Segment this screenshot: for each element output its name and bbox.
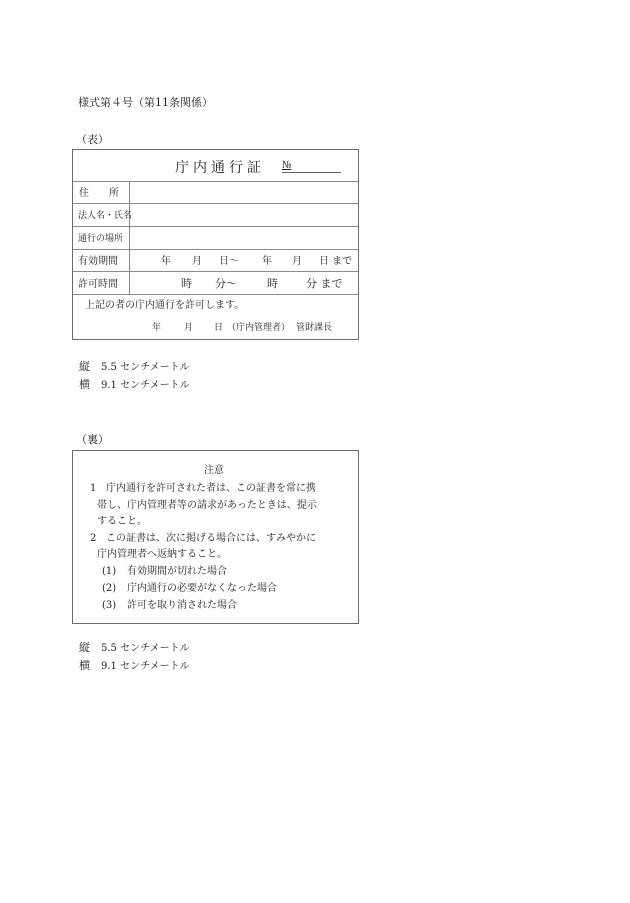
notice-item-2-number: 2	[90, 533, 97, 544]
validity-end-month: 月	[292, 256, 302, 267]
back-height-label: 縦	[79, 641, 90, 654]
hours-start-minute: 分～	[215, 277, 237, 290]
validity-end-year: 年	[262, 256, 272, 267]
notice-item-1-number: 1	[90, 483, 97, 494]
signature-day: 日	[214, 323, 224, 333]
card-title: 庁内通行証	[175, 160, 265, 176]
row-label-name: 法人名・氏名	[78, 211, 133, 221]
notice-item-2-line1: この証書は、次に掲げる場合には、すみやかに	[106, 533, 316, 544]
hours-start-hour: 時	[181, 277, 192, 290]
front-width-label: 横	[79, 378, 90, 391]
subitem-3-text: 許可を取り消された場合	[127, 600, 237, 611]
row-label-validity: 有効期間	[78, 256, 118, 267]
form-title: 様式第４号（第11条関係）	[78, 96, 213, 109]
back-width-value: 9.1 センチメートル	[101, 661, 190, 672]
number-field[interactable]	[282, 172, 341, 173]
permit-statement: 上記の者の庁内通行を許可します。	[85, 300, 245, 311]
hours-end-minute: 分 まで	[306, 277, 343, 290]
front-height-label: 縦	[79, 360, 90, 373]
validity-start-day: 日～	[219, 256, 239, 267]
row-divider	[73, 249, 358, 250]
pass-card-back	[72, 450, 359, 624]
signature-authority: （庁内管理者）	[227, 323, 291, 333]
back-height-value: 5.5 センチメートル	[101, 643, 190, 654]
notice-item-1-line2: 帯し、庁内管理者等の請求があったときは、提示	[97, 500, 317, 511]
hours-end-hour: 時	[267, 277, 278, 290]
row-label-hours: 許可時間	[78, 279, 118, 290]
subitem-3-number: (3)	[102, 600, 117, 611]
front-section-label: （表）	[76, 133, 109, 146]
pass-card-front	[72, 149, 359, 340]
back-width-label: 横	[79, 659, 90, 672]
validity-start-year: 年	[161, 256, 171, 267]
front-height-value: 5.5 センチメートル	[101, 362, 190, 373]
validity-start-month: 月	[192, 256, 202, 267]
subitem-2-text: 庁内通行の必要がなくなった場合	[127, 583, 277, 594]
name-field[interactable]	[130, 204, 358, 226]
back-section-label: （裏）	[76, 433, 109, 446]
row-label-address: 住 所	[79, 188, 119, 199]
row-label-place: 通行の場所	[78, 234, 124, 244]
address-field[interactable]	[130, 182, 358, 203]
number-label: №	[282, 160, 292, 171]
notice-item-1-line1: 庁内通行を許可された者は、この証書を常に携	[106, 483, 316, 494]
subitem-1-text: 有効期間が切れた場合	[127, 566, 227, 577]
notice-item-2-line2: 庁内管理者へ返納すること。	[97, 549, 227, 560]
place-field[interactable]	[130, 227, 358, 249]
validity-end-day: 日 まで	[319, 256, 353, 267]
notice-title: 注意	[204, 465, 224, 476]
signature-year: 年	[152, 323, 162, 333]
row-divider	[73, 271, 358, 272]
signature-title: 管財課長	[296, 323, 333, 333]
subitem-1-number: (1)	[102, 566, 117, 577]
signature-month: 月	[184, 323, 194, 333]
subitem-2-number: (2)	[102, 583, 117, 594]
notice-item-1-line3: すること。	[97, 516, 147, 527]
row-divider	[73, 294, 358, 295]
front-width-value: 9.1 センチメートル	[101, 380, 190, 391]
